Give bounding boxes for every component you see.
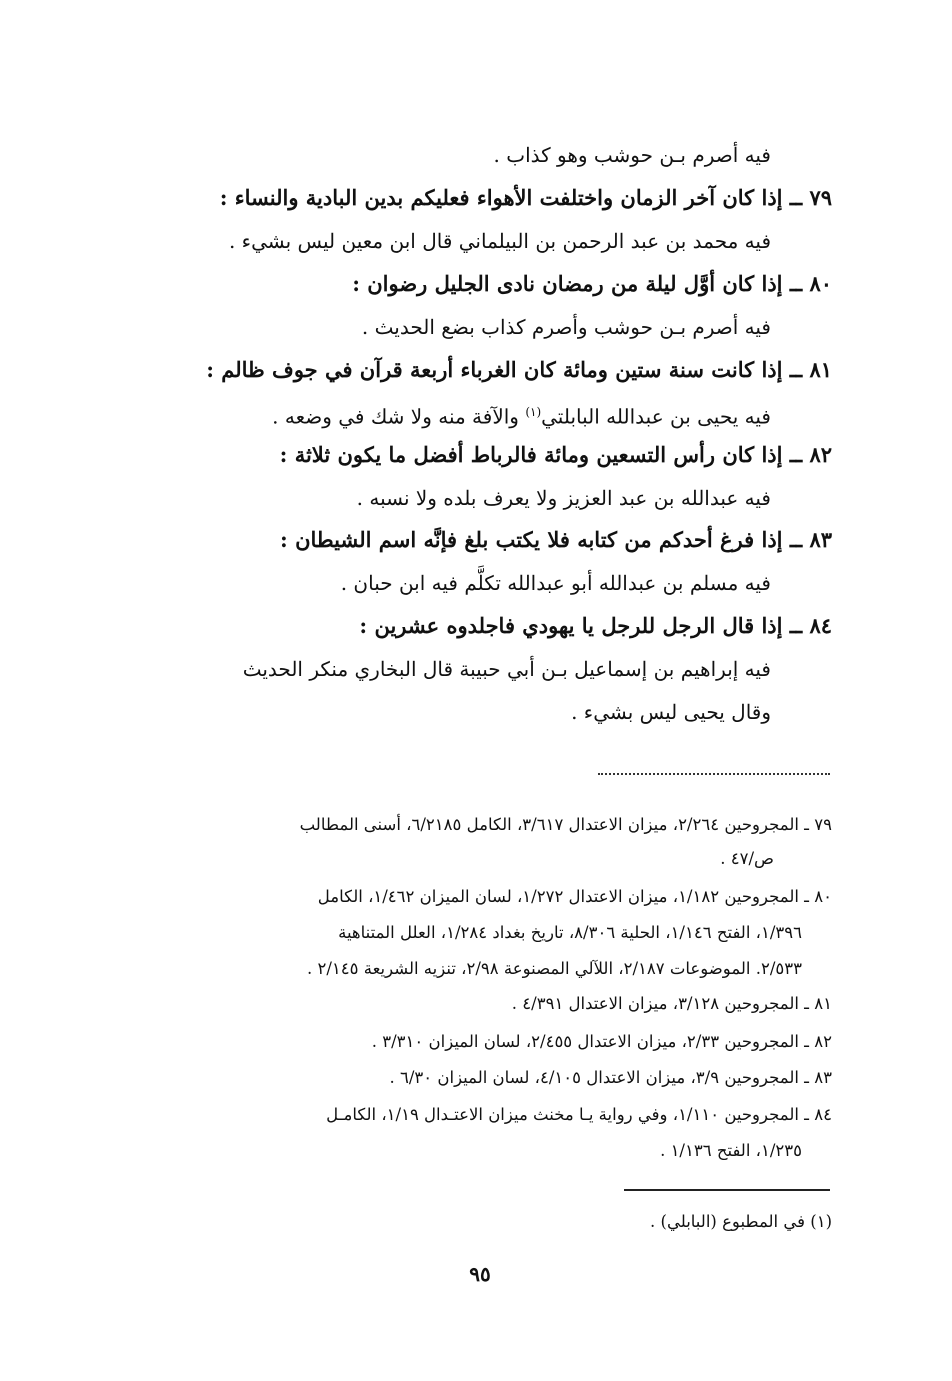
text-line: فيه محمد بن عبد الرحمن بن البيلماني قال ابن معين ليس بشيء . [228,229,771,253]
hadith-heading-79: ٧٩ ــ إذا كان آخر الزمان واختلفت الأهواء فعليكم بدين البادية والنساء : [219,185,832,210]
text-line: فيه إبراهيم بن إسماعيل بـن أبي حبيبة قال البخاري منكر الحديث [242,657,771,681]
reference-line: ٨٢ ـ المجروحين ٢/٣٣، ميزان الاعتدال ٢/٤٥٥، لسان الميزان ٣/٣١٠ . [371,1032,832,1051]
dotted-separator [598,773,830,775]
reference-line: ص/٤٧ . [720,849,774,868]
text-line: فيه أصرم بـن حوشب وهو كذاب . [493,143,771,167]
text-line: وقال يحيى ليس بشيء . [571,700,771,724]
text-segment: فيه يحيى بن عبدالله البابلتي [541,404,771,429]
text-segment: والآفة منه ولا شك في وضعه . [272,404,519,429]
page-number: ٩٥ [469,1262,491,1286]
hadith-heading-80: ٨٠ ــ إذا كان أوَّل ليلة من رمضان نادى الجليل رضوان : [352,271,832,296]
text-line: فيه مسلم بن عبدالله أبو عبدالله تكلَّم فيه ابن حبان . [340,571,771,595]
text-line: فيه عبدالله بن عبد العزيز ولا يعرف بلده ولا نسبه . [356,486,771,510]
footnote-marker: (١) [525,405,542,419]
hadith-heading-84: ٨٤ ــ إذا قال الرجل للرجل يا يهودي فاجلدوه عشرين : [359,613,832,638]
reference-line: ٧٩ ـ المجروحين ٢/٢٦٤، ميزان الاعتدال ٣/٦١٧، الكامل ٦/٢١٨٥، أسنى المطالب [299,815,832,834]
text-line-with-footnote [272,392,771,437]
reference-line: ٨٣ ـ المجروحين ٣/٩، ميزان الاعتدال ٤/١٠٥، لسان الميزان ٦/٣٠ . [389,1068,832,1087]
hadith-heading-82: ٨٢ ــ إذا كان رأس التسعين ومائة فالرباط أفضل ما يكون ثلاثة : [279,442,832,467]
reference-line: ١/٢٣٥، الفتح ١/١٣٦ . [660,1141,802,1160]
text-line: فيه أصرم بـن حوشب وأصرم كذاب بضع الحديث . [361,315,771,339]
footnote: (١) في المطبوع (البابلي) . [650,1212,832,1231]
hadith-heading-83: ٨٣ ــ إذا فرغ أحدكم من كتابه فلا يكتب بلغ فإنَّه اسم الشيطان : [280,527,832,552]
reference-line: ٢/٥٣٣. الموضوعات ٢/١٨٧، اللآلي المصنوعة ٢/٩٨، تنزيه الشريعة ٢/١٤٥ . [306,959,802,978]
hadith-heading-81: ٨١ ــ إذا كانت سنة ستين ومائة كان الغرباء أربعة قرآن في جوف ظالم : [206,357,832,382]
reference-line: ٨٠ ـ المجروحين ١/١٨٢، ميزان الاعتدال ١/٢٧٢، لسان الميزان ١/٤٦٢، الكامل [317,887,832,906]
reference-line: ١/٣٩٦، الفتح ١/١٤٦، الحلية ٨/٣٠٦، تاريخ بغداد ١/٢٨٤، العلل المتناهية [338,923,802,942]
footnote-separator [624,1189,830,1191]
reference-line: ٨٤ ـ المجروحين ١/١١٠، وفي رواية يـا مخنث ميزان الاعتـدال ١/١٩، الكامـل [326,1105,832,1124]
reference-line: ٨١ ـ المجروحين ٣/١٢٨، ميزان الاعتدال ٤/٣٩١ . [511,994,832,1013]
